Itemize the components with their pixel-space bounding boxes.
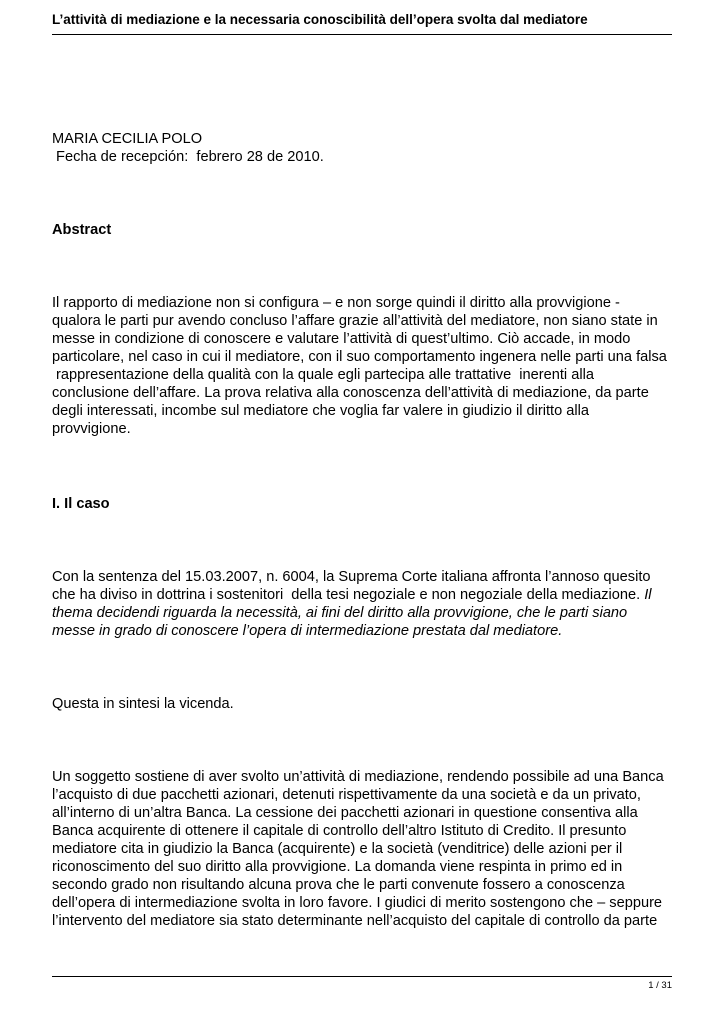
footer-divider [52, 976, 672, 977]
italic-text-line: messe in grado di conoscere l’opera di intermediazione prestata dal mediatore. [52, 623, 563, 639]
case-paragraph-1 [52, 568, 677, 640]
header-divider [52, 34, 672, 35]
text-line: l’acquisto di due pacchetti azionari, detenuti rispettivamente da una società e da un privato, [52, 787, 641, 803]
case-paragraph-3 [52, 768, 677, 930]
reception-date: Fecha de recepción: febrero 28 de 2010. [52, 149, 324, 165]
italic-text: Il [644, 587, 652, 603]
author-name: MARIA CECILIA POLO [52, 131, 203, 147]
text-line: Banca acquirente di ottenere il capitale di controllo dell’altro Istituto di Credito. Il presunto [52, 823, 627, 839]
text-line: qualora le parti pur avendo concluso l’affare grazie all’attività del mediatore, non siano state in [52, 313, 658, 329]
text-line: rappresentazione della qualità con la quale egli partecipa alle trattative inerenti alla [52, 367, 594, 383]
text-line: l’intervento del mediatore sia stato determinante nell’acquisto del capitale di controllo da parte [52, 913, 658, 929]
italic-text-line: thema decidendi riguarda la necessità, ai fini del diritto alla provvigione, che le parti siano [52, 605, 628, 621]
text-line: Con la sentenza del 15.03.2007, n. 6004, la Suprema Corte italiana affronta l’annoso quesito [52, 569, 651, 585]
text-span: che ha diviso in dottrina i sostenitori della tesi negoziale e non negoziale della mediazione. [52, 587, 645, 603]
text-line: particolare, nel caso in cui il mediatore, con il suo comportamento ingenera nelle parti una falsa [52, 349, 667, 365]
text-line: Un soggetto sostiene di aver svolto un’attività di mediazione, rendendo possibile ad una Banca [52, 769, 664, 785]
text-line: messe in condizione di conoscere e valutare l’attività di quest’ultimo. Ciò accade, in modo [52, 331, 631, 347]
abstract-paragraph [52, 294, 677, 438]
running-header-title: L’attività di mediazione e la necessaria conoscibilità dell’opera svolta dal mediatore [52, 12, 588, 27]
section-heading: I. Il caso [52, 496, 110, 512]
text-line: Il rapporto di mediazione non si configura – e non sorge quindi il diritto alla provvigione - [52, 295, 620, 311]
text-line: mediatore cita in giudizio la Banca (acquirente) e la società (venditrice) delle azioni per il [52, 841, 623, 857]
text-line: dell’opera di intermediazione svolta in loro favore. I giudici di merito sostengono che – seppure [52, 895, 663, 911]
text-line: conclusione dell’affare. La prova relativa alla conoscenza dell’attività di mediazione, da parte [52, 385, 649, 401]
text-line: riconoscimento del suo diritto alla provvigione. La domanda viene respinta in primo ed in [52, 859, 623, 875]
text-line: secondo grado non risultando alcuna prova che le parti convenute fossero a conoscenza [52, 877, 625, 893]
text-line [52, 586, 677, 604]
text-line: degli interessati, incombe sul mediatore che voglia far valere in giudizio il diritto alla [52, 403, 589, 419]
case-paragraph-2: Questa in sintesi la vicenda. [52, 696, 234, 712]
text-line: all’interno di un’altra Banca. La cessione dei pacchetti azionari in questione consentiva alla [52, 805, 638, 821]
page-number: 1 / 31 [648, 980, 672, 991]
text-line: provvigione. [52, 421, 131, 437]
abstract-heading: Abstract [52, 222, 112, 238]
